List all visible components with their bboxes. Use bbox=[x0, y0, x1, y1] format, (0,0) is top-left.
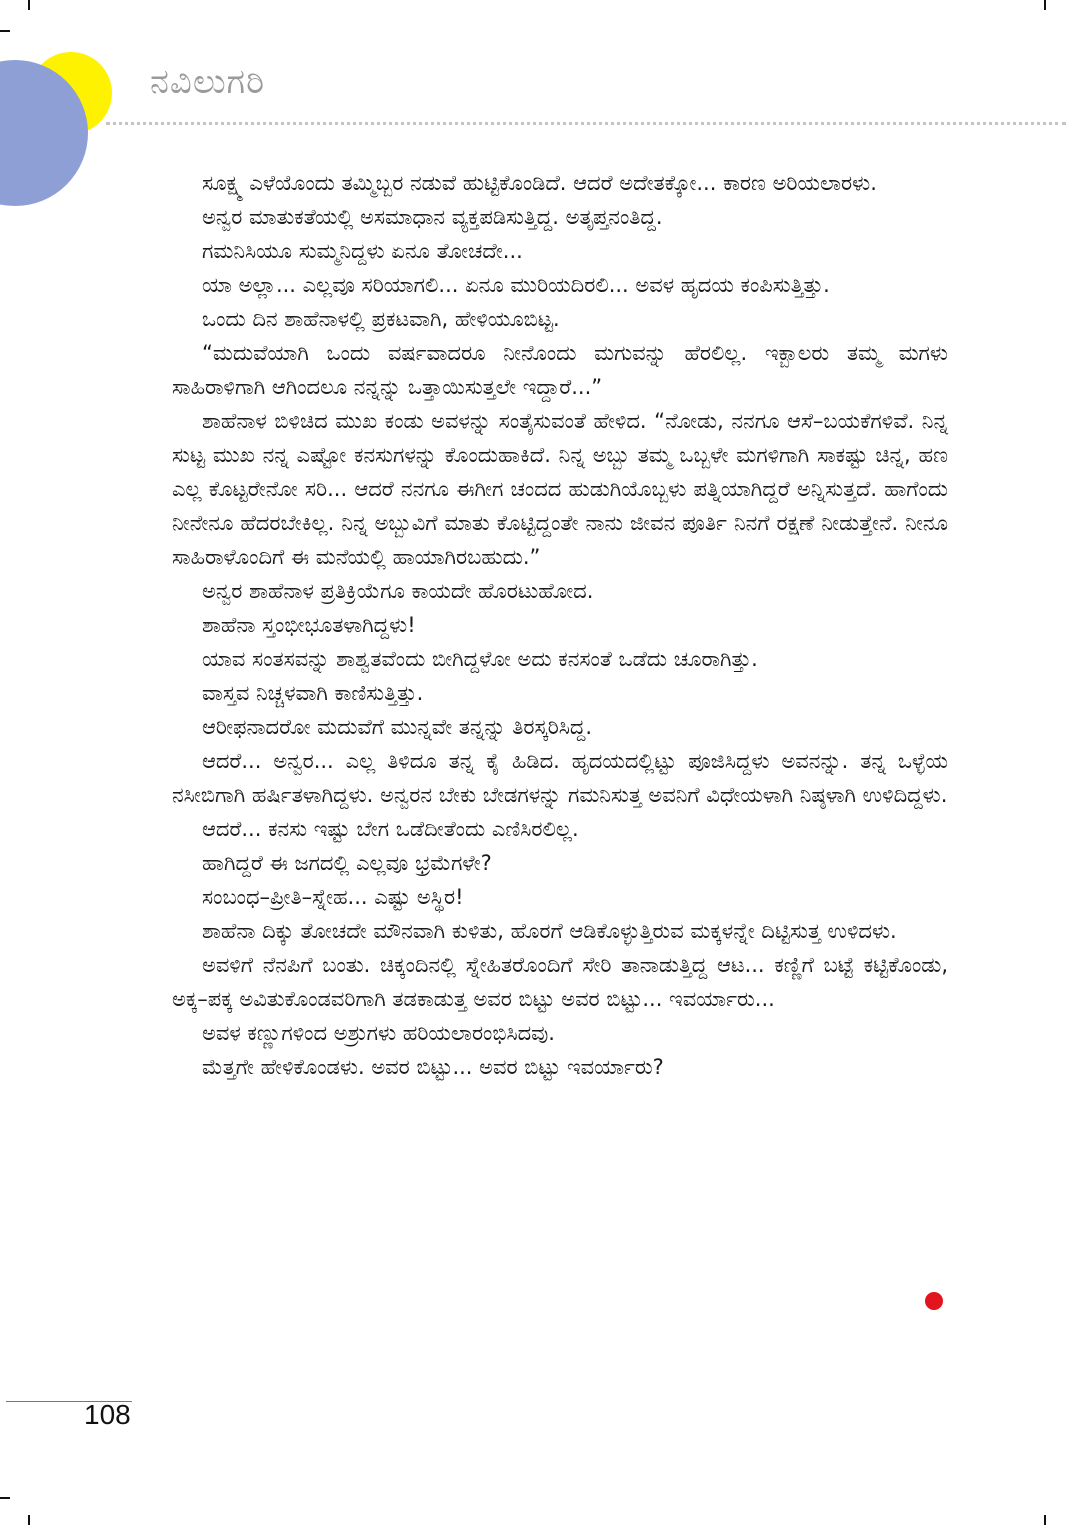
paragraph: ಮೆತ್ತಗೇ ಹೇಳಿಕೊಂಡಳು. ಅವರ ಬಿಟ್ಟು... ಅವರ ಬಿಟ್ಟು ಇವರ್ಯಾರು? bbox=[202, 1055, 664, 1079]
story-end-dot bbox=[925, 1292, 943, 1310]
body-text bbox=[172, 166, 948, 1084]
paragraph: ವಾಸ್ತವ ನಿಚ್ಚಳವಾಗಿ ಕಾಣಿಸುತ್ತಿತ್ತು. bbox=[202, 681, 424, 705]
paragraph: ಅನ್ವರ ಶಾಹೆನಾಳ ಪ್ರತಿಕ್ರಿಯೆಗೂ ಕಾಯದೇ ಹೊರಟುಹೋದ. bbox=[202, 579, 594, 603]
paragraph: ಶಾಹೆನಾ ದಿಕ್ಕು ತೋಚದೇ ಮೌನವಾಗಿ ಕುಳಿತು, ಹೊರಗೆ ಆಡಿಕೊಳ್ಳುತ್ತಿರುವ ಮಕ್ಕಳನ್ನೇ ದಿಟ್ಟಿಸುತ್ತ ಉಳಿದಳು. bbox=[202, 919, 897, 943]
paragraph: ಹಾಗಿದ್ದರೆ ಈ ಜಗದಲ್ಲಿ ಎಲ್ಲವೂ ಭ್ರಮೆಗಳೇ? bbox=[202, 851, 492, 875]
paragraph: ಶಾಹೆನಾಳ ಬಿಳಿಚಿದ ಮುಖ ಕಂಡು ಅವಳನ್ನು ಸಂತೈಸುವಂತೆ ಹೇಳಿದ. “ನೋಡು, ನನಗೂ ಆಸೆ–ಬಯಕೆಗಳಿವೆ. ನಿನ್ನ ಸುಟ್ಟ ಮುಖ ನನ್ನ ಎಷ್ಟೋ ಕನಸುಗಳನ್ನು ಕೊಂದುಹಾಕಿದೆ. ನಿನ್ನ ಅಬ್ಬು ತಮ್ಮ ಒಬ್ಬಳೇ ಮಗಳಿಗಾಗಿ ಸಾಕಷ್ಟು ಚಿನ್ನ, ಹಣ ಎಲ್ಲ ಕೊಟ್ಟರೇನೋ ಸರಿ... ಆದರೆ ನನಗೂ ಈಗೀಗ ಚಂದದ ಹುಡುಗಿಯೊಬ್ಬಳು ಪತ್ನಿಯಾಗಿದ್ದರೆ ಅನ್ನಿಸುತ್ತದೆ. ಹಾಗೆಂದು ನೀನೇನೂ ಹೆದರಬೇಕಿಲ್ಲ. ನಿನ್ನ ಅಬ್ಬುವಿಗೆ ಮಾತು ಕೊಟ್ಟಿದ್ದಂತೇ ನಾನು ಜೀವನ ಪೂರ್ತಿ ನಿನಗೆ ರಕ್ಷಣೆ ನೀಡುತ್ತೇನೆ. ನೀನೂ ಸಾಹಿರಾಳೊಂದಿಗೆ ಈ ಮನೆಯಲ್ಲಿ ಹಾಯಾಗಿರಬಹುದು.” bbox=[172, 409, 948, 569]
paragraph: ಒಂದು ದಿನ ಶಾಹೆನಾಳಲ್ಲಿ ಪ್ರಕಟವಾಗಿ, ಹೇಳಿಯೂಬಿಟ್ಟ. bbox=[202, 307, 560, 331]
crop-mark bbox=[28, 1515, 30, 1525]
paragraph: ಸೂಕ್ಷ್ಮ ಎಳೆಯೊಂದು ತಮ್ಮಿಬ್ಬರ ನಡುವೆ ಹುಟ್ಟಿಕೊಂಡಿದೆ. ಆದರೆ ಅದೇತಕ್ಕೋ... ಕಾರಣ ಅರಿಯಲಾರಳು. bbox=[202, 171, 877, 195]
paragraph: ಸಂಬಂಧ–ಪ್ರೀತಿ–ಸ್ನೇಹ... ಎಷ್ಟು ಅಸ್ಥಿರ! bbox=[202, 885, 464, 909]
crop-mark bbox=[1044, 1515, 1046, 1525]
crop-mark bbox=[0, 1497, 10, 1499]
crop-mark bbox=[1044, 0, 1046, 10]
paragraph: ಯಾವ ಸಂತಸವನ್ನು ಶಾಶ್ವತವೆಂದು ಬೀಗಿದ್ದಳೋ ಅದು ಕನಸಂತೆ ಒಡೆದು ಚೂರಾಗಿತ್ತು. bbox=[202, 647, 758, 671]
paragraph: ಯಾ ಅಲ್ಲಾ... ಎಲ್ಲವೂ ಸರಿಯಾಗಲಿ... ಏನೂ ಮುರಿಯದಿರಲಿ... ಅವಳ ಹೃದಯ ಕಂಪಿಸುತ್ತಿತ್ತು. bbox=[202, 273, 830, 297]
running-head-title: ನವಿಲುಗರಿ bbox=[150, 62, 266, 102]
header-dotted-rule bbox=[106, 122, 1066, 125]
crop-mark bbox=[28, 0, 30, 10]
paragraph: ಅವಳಿಗೆ ನೆನಪಿಗೆ ಬಂತು. ಚಿಕ್ಕಂದಿನಲ್ಲಿ ಸ್ನೇಹಿತರೊಂದಿಗೆ ಸೇರಿ ತಾನಾಡುತ್ತಿದ್ದ ಆಟ... ಕಣ್ಣಿಗೆ ಬಟ್ಟೆ ಕಟ್ಟಿಕೊಂಡು, ಅಕ್ಕ–ಪಕ್ಕ ಅವಿತುಕೊಂಡವರಿಗಾಗಿ ತಡಕಾಡುತ್ತ ಅವರ ಬಿಟ್ಟು ಅವರ ಬಿಟ್ಟು... ಇವರ್ಯಾರು... bbox=[172, 953, 948, 1011]
crop-mark bbox=[0, 30, 10, 32]
paragraph: ಅವಳ ಕಣ್ಣುಗಳಿಂದ ಅಶ್ರುಗಳು ಹರಿಯಲಾರಂಭಿಸಿದವು. bbox=[202, 1021, 555, 1045]
page-number: 108 bbox=[84, 1399, 131, 1430]
paragraph: ಶಾಹೆನಾ ಸ್ತಂಭೀಭೂತಳಾಗಿದ್ದಳು! bbox=[202, 613, 416, 637]
paragraph: ಗಮನಿಸಿಯೂ ಸುಮ್ಮನಿದ್ದಳು ಏನೂ ತೋಚದೇ... bbox=[202, 239, 523, 263]
paragraph: ಅನ್ವರ ಮಾತುಕತೆಯಲ್ಲಿ ಅಸಮಾಧಾನ ವ್ಯಕ್ತಪಡಿಸುತ್ತಿದ್ದ. ಅತೃಪ್ತನಂತಿದ್ದ. bbox=[202, 205, 663, 229]
paragraph: ಆದರೆ... ಅನ್ವರ... ಎಲ್ಲ ತಿಳಿದೂ ತನ್ನ ಕೈ ಹಿಡಿದ. ಹೃದಯದಲ್ಲಿಟ್ಟು ಪೂಜಿಸಿದ್ದಳು ಅವನನ್ನು. ತನ್ನ ಒಳ್ಳೆಯ ನಸೀಬಿಗಾಗಿ ಹರ್ಷಿತಳಾಗಿದ್ದಳು. ಅನ್ವರನ ಬೇಕು ಬೇಡಗಳನ್ನು ಗಮನಿಸುತ್ತ ಅವನಿಗೆ ವಿಧೇಯಳಾಗಿ ನಿಷ್ಠಳಾಗಿ ಉಳಿದಿದ್ದಳು. bbox=[172, 749, 948, 807]
paragraph: ಆದರೆ... ಕನಸು ಇಷ್ಟು ಬೇಗ ಒಡೆದೀತೆಂದು ಎಣಿಸಿರಲಿಲ್ಲ. bbox=[202, 817, 579, 841]
paragraph: “ಮದುವೆಯಾಗಿ ಒಂದು ವರ್ಷವಾದರೂ ನೀನೊಂದು ಮಗುವನ್ನು ಹೆರಲಿಲ್ಲ. ಇಕ್ಬಾಲರು ತಮ್ಮ ಮಗಳು ಸಾಹಿರಾಳಿಗಾಗಿ ಆಗಿಂದಲೂ ನನ್ನನ್ನು ಒತ್ತಾಯಿಸುತ್ತಲೇ ಇದ್ದಾರೆ...” bbox=[172, 341, 948, 399]
paragraph: ಆರೀಫನಾದರೋ ಮದುವೆಗೆ ಮುನ್ನವೇ ತನ್ನನ್ನು ತಿರಸ್ಕರಿಸಿದ್ದ. bbox=[202, 715, 593, 739]
